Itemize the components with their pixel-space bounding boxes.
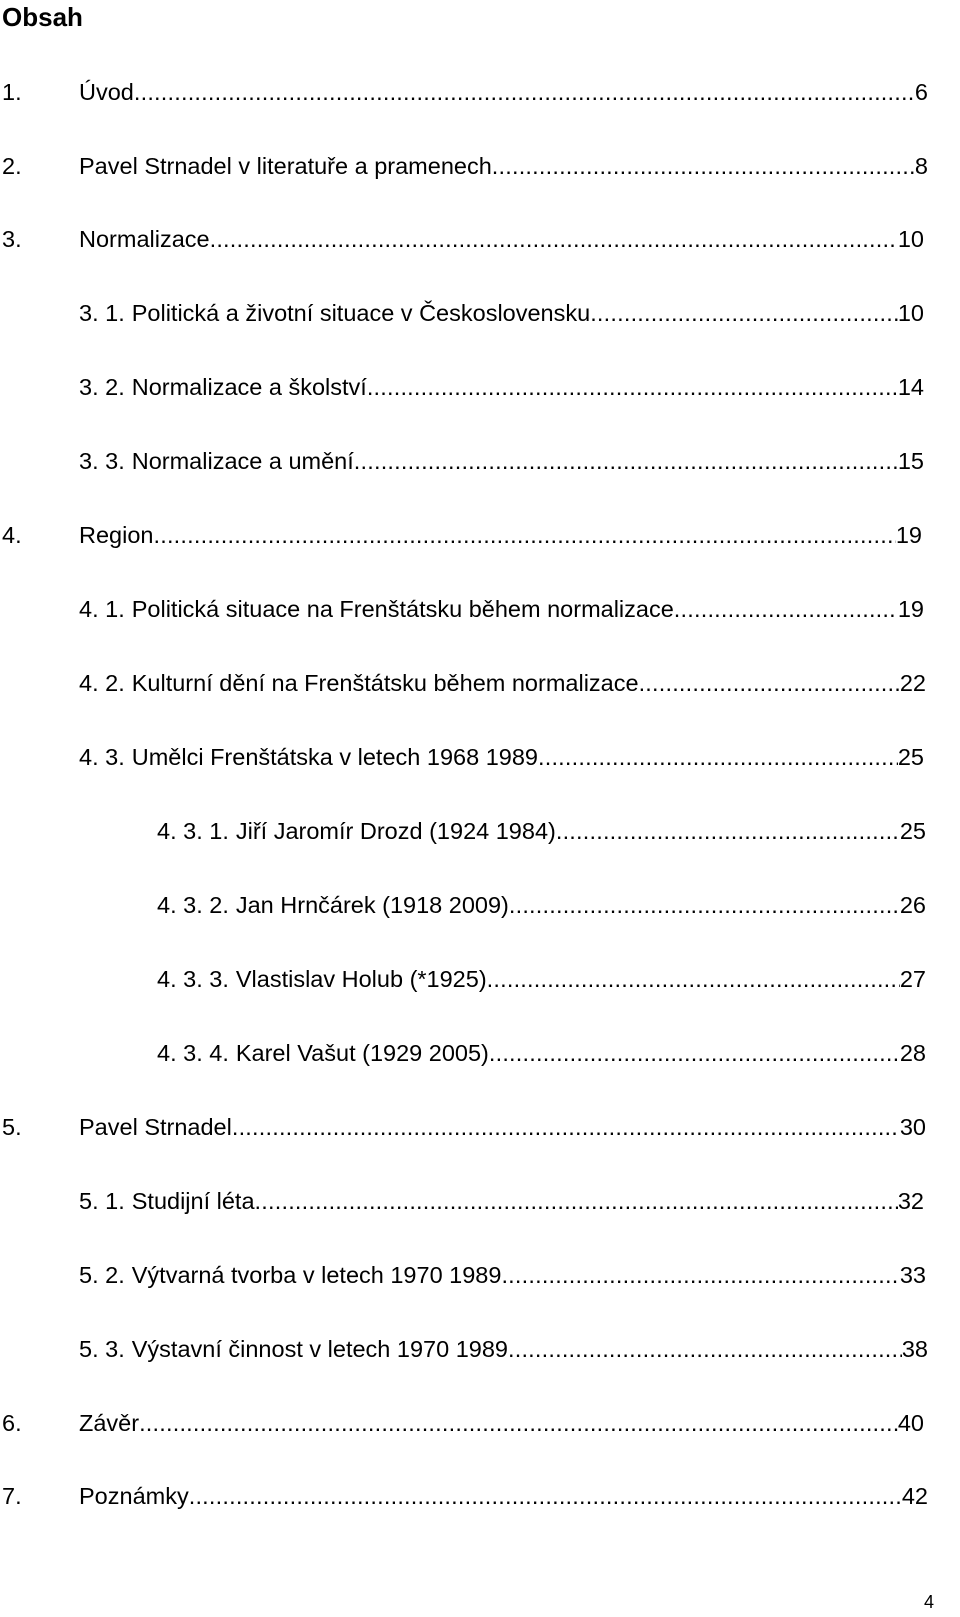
toc-entry-page: 10 (897, 300, 924, 326)
toc-entry-page: 38 (901, 1336, 928, 1362)
toc-dot-leader (674, 592, 898, 626)
toc-entry-page: 19 (895, 522, 922, 548)
toc-dot-leader (139, 1406, 898, 1440)
toc-entry-number: 4. 3. (79, 744, 125, 770)
toc-dot-leader (255, 1184, 898, 1218)
toc-dot-leader (134, 75, 915, 109)
toc-entry-label: Politická a životní situace v Československu (131, 300, 591, 326)
toc-entry[interactable] (2, 518, 922, 552)
toc-entry[interactable] (79, 1258, 926, 1292)
toc-entry-page: 26 (899, 892, 926, 918)
toc-entry-number: 3. 3. (79, 448, 125, 474)
toc-entry-number: 4. 1. (79, 596, 125, 622)
page-number: 4 (923, 1592, 934, 1612)
toc-entry-page: 8 (914, 153, 928, 179)
toc-entry-label: Jiří Jaromír Drozd (1924 1984) (235, 818, 556, 844)
toc-entry[interactable] (79, 666, 926, 700)
toc-dot-leader (489, 1036, 900, 1070)
toc-dot-leader (367, 370, 898, 404)
toc-entry-number: 7. (2, 1483, 22, 1509)
toc-entry-label: Karel Vašut (1929 2005) (235, 1040, 489, 1066)
toc-entry[interactable] (157, 1036, 926, 1070)
toc-entry[interactable] (79, 592, 924, 626)
toc-dot-leader (590, 296, 898, 330)
toc-dot-leader (210, 222, 898, 256)
toc-entry-page: 28 (899, 1040, 926, 1066)
toc-entry[interactable] (2, 75, 928, 109)
toc-dot-leader (639, 666, 900, 700)
toc-entry-number: 5. 1. (79, 1188, 125, 1214)
toc-entry-page: 25 (899, 818, 926, 844)
toc-title: Obsah (2, 2, 83, 32)
toc-entry-number: 3. 1. (79, 300, 125, 326)
toc-entry[interactable] (157, 814, 926, 848)
toc-entry-number: 4. 3. 2. (157, 892, 229, 918)
toc-entry-number: 6. (2, 1410, 22, 1436)
toc-entry-page: 42 (901, 1483, 928, 1509)
toc-entry-label: Normalizace a umění (131, 448, 354, 474)
toc-entry[interactable] (2, 1479, 928, 1513)
toc-entry-label: Jan Hrnčárek (1918 2009) (235, 892, 509, 918)
toc-dot-leader (232, 1110, 900, 1144)
toc-entry-label: Poznámky (79, 1483, 189, 1509)
toc-entry-number: 4. (2, 522, 22, 548)
toc-entry[interactable] (157, 962, 926, 996)
toc-entry[interactable] (79, 444, 924, 478)
toc-entry-number: 5. 3. (79, 1336, 125, 1362)
toc-entry-number: 2. (2, 153, 22, 179)
toc-dot-leader (354, 444, 898, 478)
toc-entry-label: Výtvarná tvorba v letech 1970 1989 (131, 1262, 502, 1288)
toc-entry[interactable] (2, 1110, 926, 1144)
toc-entry[interactable] (79, 1332, 928, 1366)
toc-entry-label: Studijní léta (131, 1188, 255, 1214)
toc-entry-number: 4. 3. 4. (157, 1040, 229, 1066)
toc-entry-number: 1. (2, 79, 22, 105)
toc-dot-leader (501, 1258, 899, 1292)
toc-entry-page: 10 (897, 226, 924, 252)
toc-dot-leader (487, 962, 900, 996)
toc-entry-number: 5. 2. (79, 1262, 125, 1288)
toc-entry-label: Region (79, 522, 154, 548)
toc-entry-page: 19 (897, 596, 924, 622)
toc-entry-label: Úvod (79, 79, 134, 105)
toc-entry-page: 30 (899, 1114, 926, 1140)
toc-entry-number: 5. (2, 1114, 22, 1140)
toc-entry[interactable] (2, 149, 928, 183)
toc-entry-page: 27 (899, 966, 926, 992)
toc-entry[interactable] (79, 1184, 924, 1218)
toc-entry-label: Normalizace a školství (131, 374, 367, 400)
toc-dot-leader (556, 814, 900, 848)
toc-entry-page: 32 (897, 1188, 924, 1214)
toc-entry-label: Normalizace (79, 226, 210, 252)
toc-dot-leader (492, 149, 915, 183)
toc-entry[interactable] (2, 222, 924, 256)
toc-entry-number: 4. 3. 3. (157, 966, 229, 992)
toc-entry-number: 4. 2. (79, 670, 125, 696)
toc-entry-number: 3. (2, 226, 22, 252)
toc-entry-page: 14 (897, 374, 924, 400)
toc-entry-page: 33 (899, 1262, 926, 1288)
toc-entry-label: Kulturní dění na Frenštátsku během normalizace (131, 670, 639, 696)
toc-entry-page: 25 (897, 744, 924, 770)
toc-entry-label: Vlastislav Holub (*1925) (235, 966, 487, 992)
toc-entry-number: 4. 3. 1. (157, 818, 229, 844)
toc-entry-page: 40 (897, 1410, 924, 1436)
toc-entry-label: Umělci Frenštátska v letech 1968 1989 (131, 744, 538, 770)
toc-entry-number: 3. 2. (79, 374, 125, 400)
toc-entry[interactable] (2, 1406, 924, 1440)
toc-entry[interactable] (79, 296, 924, 330)
toc-entry[interactable] (79, 370, 924, 404)
toc-entry-label: Pavel Strnadel (79, 1114, 232, 1140)
toc-dot-leader (508, 1332, 902, 1366)
toc-entry-label: Politická situace na Frenštátsku během normalizace (131, 596, 674, 622)
toc-entry-label: Pavel Strnadel v literatuře a pramenech (79, 153, 492, 179)
toc-entry[interactable] (157, 888, 926, 922)
toc-dot-leader (509, 888, 900, 922)
toc-entry-page: 15 (897, 448, 924, 474)
toc-entry-page: 6 (914, 79, 928, 105)
toc-entry-page: 22 (899, 670, 926, 696)
toc-dot-leader (189, 1479, 902, 1513)
toc-entry[interactable] (79, 740, 924, 774)
toc-dot-leader (153, 518, 895, 552)
toc-entry-label: Výstavní činnost v letech 1970 1989 (131, 1336, 508, 1362)
toc-entry-label: Závěr (79, 1410, 140, 1436)
toc-dot-leader (538, 740, 898, 774)
